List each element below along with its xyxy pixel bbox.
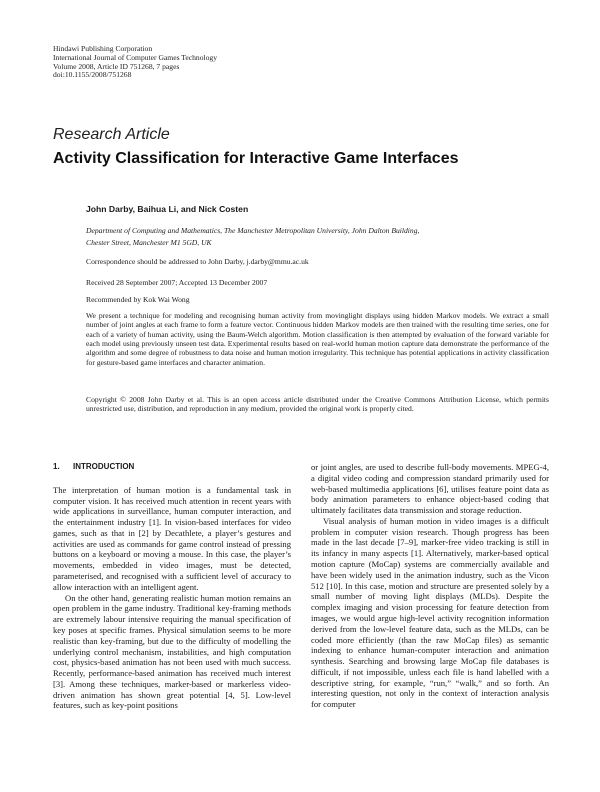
body-paragraph: Visual analysis of human motion in video images is a difficult problem in computer vision research. Though progress has been made in the last decade [7–9], marker-free video tracking is still in its infancy in many aspects [1]. Alternatively, marker-based optical motion capture (MoCap) systems are commercially available and have been widely used in the animation industry, such as the Vicon 512 [10]. In this case, motion and structure are presented solely by a small number of moving light displays (MLDs). Despite the complex imaging and vision processing for feature detection from images, we would argue high-level activity recognition information derived from the low-level feature data, such as the MLDs, can be coded more efficiently (than the raw MoCap files) as semantic indexing to enhance human-computer interaction and animation synthesis. Searching and browsing large MoCap file databases is difficult, if not impossible, unless each file is hand labelled with a descriptive string, for example, “run,” “walk,” and so forth. An interesting question, not only in the context of interaction analysis for computer [311, 515, 549, 710]
copyright-notice: Copyright © 2008 John Darby et al. This is an open access article distributed under the Creative Commons Attribution License, which permits unrestricted use, distribution, and reproduction in any medium, provided the original work is properly cited. [86, 395, 549, 414]
correspondence-note: Correspondence should be addressed to John Darby, j.darby@mmu.ac.uk [86, 257, 309, 266]
body-paragraph: On the other hand, generating realistic human motion remains an open problem in the game industry. Traditional key-framing methods are extremely labour intensive requiring the manual specification of key poses at specific frames. Physical simulation seems to be more realistic than key-framing, but due to the difficulty of modelling the underlying control mechanism, instabilities, and high computation cost, physics-based animation has not been used with much success. Recently, performance-based animation has received much interest [3]. Among these techniques, marker-based or markerless video-driven animation has shown great potential [4, 5]. Low-level features, such as key-point positions [53, 592, 291, 711]
body-paragraph: The interpretation of human motion is a fundamental task in computer vision. It has received much attention in recent years with wide applications in surveillance, human computer interaction, and the entertainment industry [1]. In vision-based interfaces for video games, such as that in [2] by Decathlete, a player’s gestures and activities are used as commands for game control instead of pressing buttons on a keyboard or moving a mouse. In this case, the player’s movements, embedded in video images, must be detected, parameterised, and recognised with a sufficient level of accuracy to allow interaction with an intelligent agent. [53, 484, 291, 592]
section-number: 1. [53, 462, 60, 471]
recommended-by: Recommended by Kok Wai Wong [86, 295, 190, 304]
journal-name: International Journal of Computer Games Technology [53, 52, 218, 62]
affiliation [86, 225, 549, 248]
publisher-name: Hindawi Publishing Corporation [53, 44, 153, 53]
journal-masthead [53, 45, 217, 80]
abstract: We present a technique for modeling and recognising human activity from movinglight displays using hidden Markov models. We extract a small number of joint angles at each frame to form a feature vector. Continuous hidden Markov models are then trained with the resulting time series, one for each of a variety of human activity, using the Baum-Welch algorithm. Motion classification is then attempted by evaluation of the forward variable for each model using previously unseen test data. Experimental results based on real-world human motion capture data demonstrate the performance of the algorithm and some degree of robustness to data noise and human motion irregularity. This technique has potential applications in activity classification for gesture-based game interfaces and character animation. [86, 311, 549, 367]
author-list: John Darby, Baihua Li, and Nick Costen [86, 204, 249, 214]
section-title: INTRODUCTION [73, 462, 135, 471]
body-column-left [53, 462, 291, 711]
paper-title: Activity Classification for Interactive Game Interfaces [53, 150, 459, 167]
doi: doi:10.1155/2008/751268 [53, 70, 132, 80]
affiliation-line: Chester Street, Manchester M1 5GD, UK [86, 237, 212, 247]
received-dates: Received 28 September 2007; Accepted 13 December 2007 [86, 278, 268, 287]
affiliation-line: Department of Computing and Mathematics, The Manchester Metropolitan University, John Dalton Building, [86, 226, 420, 235]
volume-info: Volume 2008, Article ID 751268, 7 pages [53, 61, 180, 71]
body-column-right [311, 462, 549, 710]
article-type: Research Article [53, 126, 170, 143]
body-paragraph: or joint angles, are used to describe full-body movements. MPEG-4, a digital video coding and compression standard primarily used for web-based multimedia applications [6], utilises feature point data as body animation parameters to enhance object-based coding that ultimately facilitates data transmission and storage reduction. [311, 462, 549, 516]
section-heading [53, 462, 291, 473]
